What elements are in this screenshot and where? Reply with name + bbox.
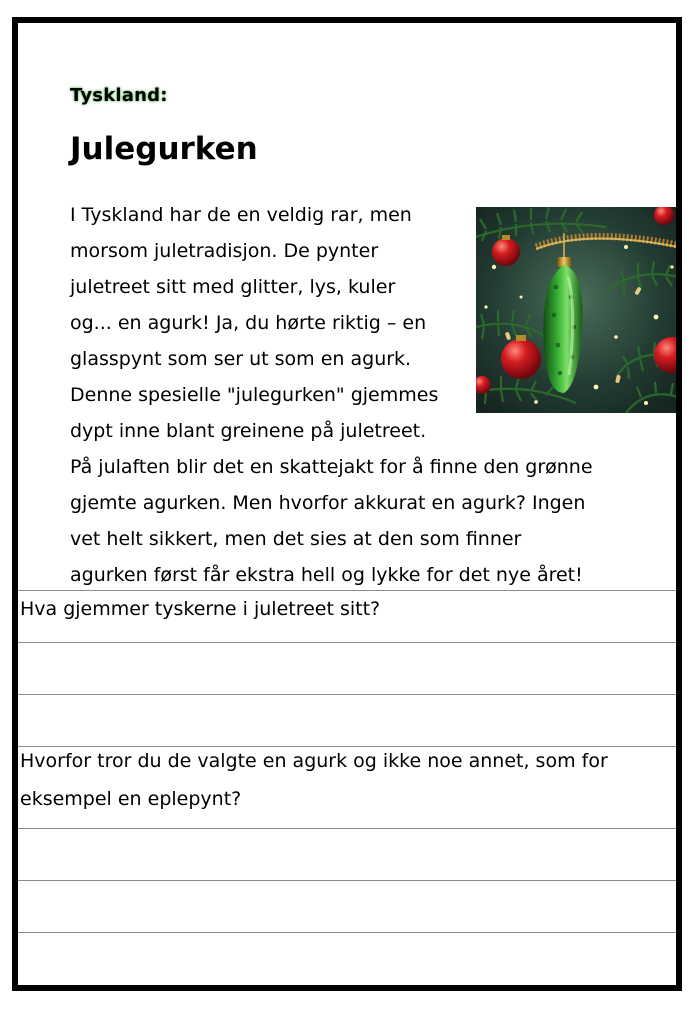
page-title: Julegurken	[70, 131, 258, 167]
answer-line[interactable]	[18, 880, 676, 881]
country-name: Tyskland	[70, 85, 161, 106]
story-line: På julaften blir det en skattejakt for å finne den grønne	[70, 456, 593, 478]
story-line: juletreet sitt med glitter, lys, kuler	[70, 276, 396, 298]
story-line: vet helt sikkert, men det sies at den som finner	[70, 528, 522, 550]
question-2	[20, 742, 608, 818]
question-1-text: Hva gjemmer tyskerne i juletreet sitt?	[20, 598, 381, 620]
worksheet-frame	[12, 17, 682, 991]
pickle-ornament-image	[476, 207, 678, 413]
answer-line[interactable]	[18, 828, 676, 829]
story-line: gjemte agurken. Men hvorfor akkurat en agurk? Ingen	[70, 492, 586, 514]
answer-line[interactable]	[18, 642, 676, 643]
question-2-line: Hvorfor tror du de valgte en agurk og ikke noe annet, som for	[20, 750, 608, 772]
pickle-ornament-illustration	[476, 207, 678, 413]
story-line: Denne spesielle "julegurken" gjemmes	[70, 384, 439, 406]
story-line: agurken først får ekstra hell og lykke for det nye året!	[70, 564, 583, 586]
question-2-line: eksempel en eplepynt?	[20, 788, 242, 810]
answer-line[interactable]	[18, 694, 676, 695]
story-line: glasspynt som ser ut som en agurk.	[70, 348, 412, 370]
question-1	[20, 590, 380, 628]
story-line: morsom juletradisjon. De pynter	[70, 240, 379, 262]
country-label: Tyskland:	[70, 85, 168, 106]
answer-line[interactable]	[18, 932, 676, 933]
story-line: I Tyskland har de en veldig rar, men	[70, 204, 412, 226]
story-line: og... en agurk! Ja, du hørte riktig – en	[70, 312, 427, 334]
story-line: dypt inne blant greinene på juletreet.	[70, 420, 427, 442]
